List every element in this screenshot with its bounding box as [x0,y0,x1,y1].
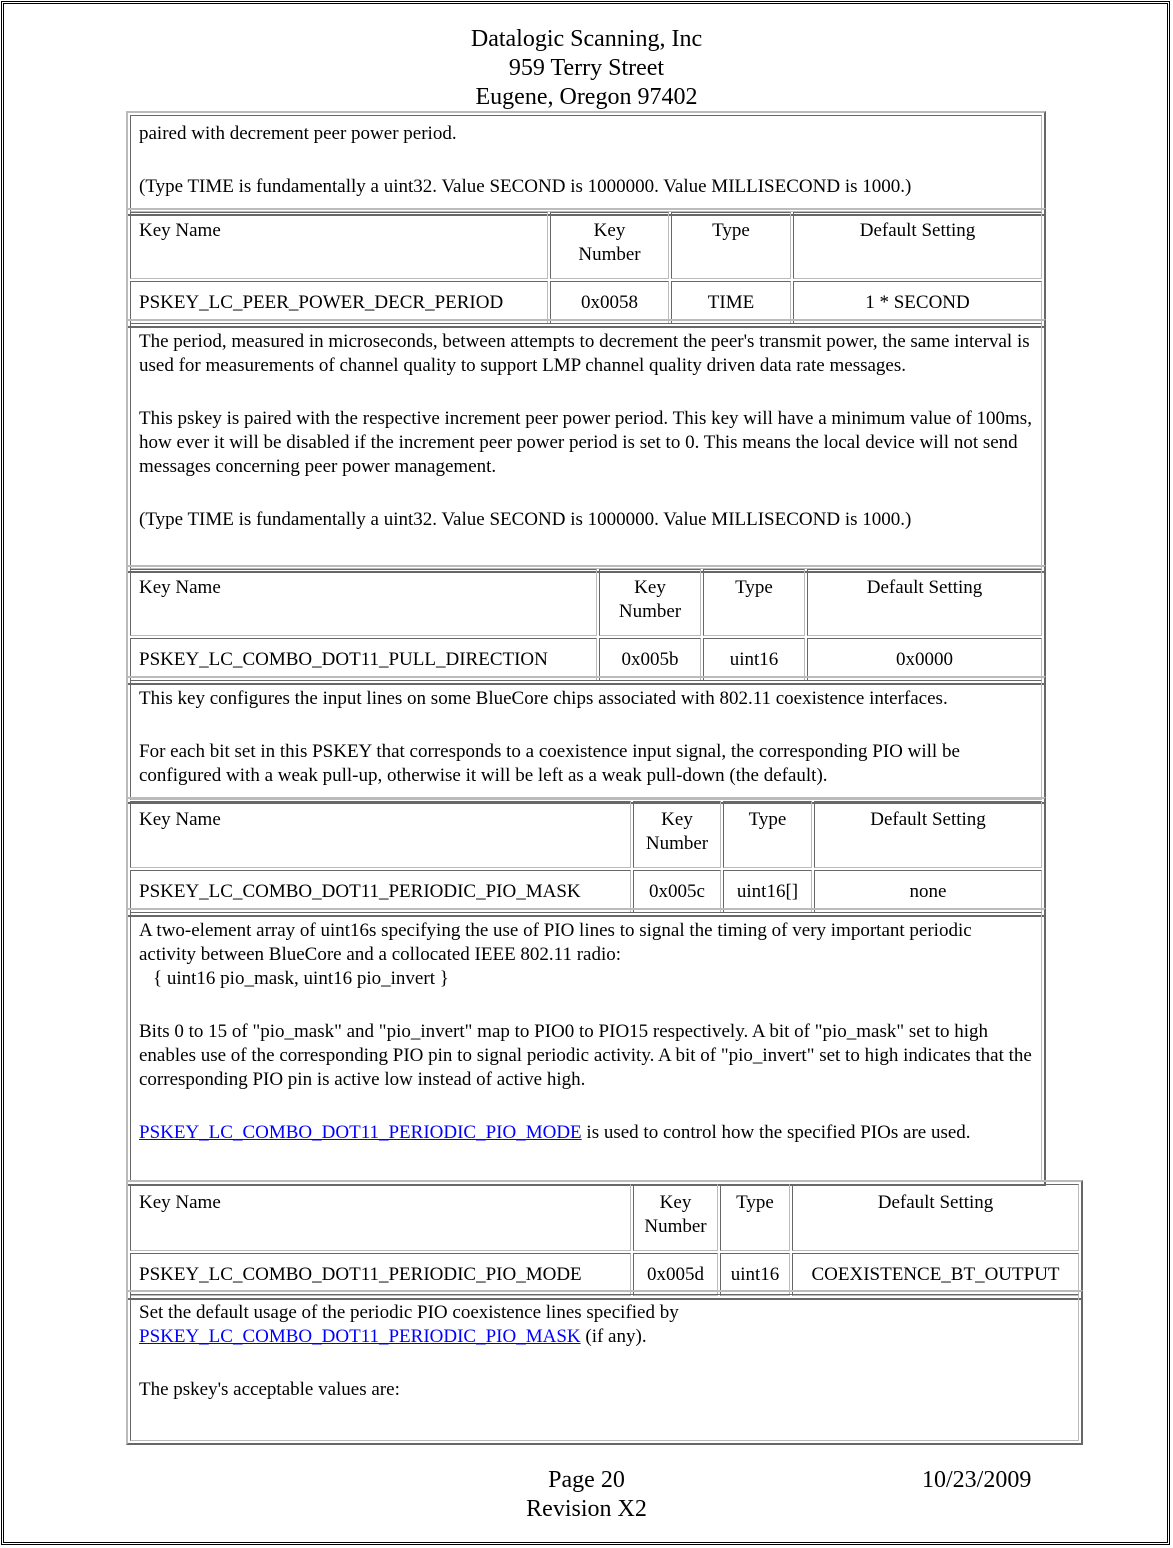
description-paragraph: (Type TIME is fundamentally a uint32. Value SECOND is 1000000. Value MILLISECOND is 1000.) [139,509,912,530]
key-name-cell: PSKEY_LC_PEER_POWER_DECR_PERIOD [130,281,548,324]
company-name: Datalogic Scanning, Inc [470,26,703,52]
pio-mode-link[interactable]: PSKEY_LC_COMBO_DOT11_PERIODIC_PIO_MODE [139,1122,582,1143]
key-type-cell: uint16 [703,638,805,681]
header-key-number: Key Number [550,212,669,279]
header-key-name: Key Name [130,569,597,636]
key-table-data-row [130,281,1042,324]
page-number: Page 20 [548,1467,625,1493]
company-city: Eugene, Oregon 97402 [475,84,698,110]
header-default-setting: Default Setting [793,212,1042,279]
key-description-table [126,908,1046,1186]
header-key-number: Key Number [599,569,701,636]
description-paragraph: PSKEY_LC_COMBO_DOT11_PERIODIC_PIO_MODE is used to control how the specified PIOs are used. [139,1122,971,1143]
header-key-name: Key Name [130,1184,631,1251]
key-table [126,1180,1083,1300]
key-description-cell [130,1294,1079,1441]
key-name-cell: PSKEY_LC_COMBO_DOT11_PULL_DIRECTION [130,638,597,681]
key-number-cell: 0x0058 [550,281,669,324]
description-paragraph: For each bit set in this PSKEY that corresponds to a coexistence input signal, the corresponding PIO will be configured with a weak pull-up, otherwise it will be left as a weak pull-down (the default). [139,741,960,786]
key-table [126,565,1046,685]
header-type: Type [671,212,791,279]
description-paragraph: Bits 0 to 15 of "pio_mask" and "pio_invert" map to PIO0 to PIO15 respectively. A bit of "pio_mask" set to high enables use of the corresponding PIO pin to signal periodic activity. A bit of "pio_invert" set to high indicates that the corresponding PIO pin is active low instead of active high. [139,1021,1032,1090]
key-default-cell: COEXISTENCE_BT_OUTPUT [792,1253,1079,1296]
key-default-cell: 1 * SECOND [793,281,1042,324]
key-type-cell: TIME [671,281,791,324]
description-paragraph: This pskey is paired with the respective increment peer power period. This key will have a minimum value of 100ms, how ever it will be disabled if the increment peer power period is set to 0. This means the local device will not send messages concerning peer power management. [139,408,1032,477]
intro-paragraph-2: (Type TIME is fundamentally a uint32. Value SECOND is 1000000. Value MILLISECOND is 1000.) [139,176,912,197]
description-paragraph: The pskey's acceptable values are: [139,1379,400,1400]
header-type: Type [720,1184,790,1251]
key-table-header-row [130,569,1042,636]
key-description-table [126,1290,1083,1445]
key-table-data-row [130,870,1042,913]
intro-paragraph-1: paired with decrement peer power period. [139,123,457,144]
key-type-cell: uint16[] [723,870,812,913]
key-number-cell: 0x005d [633,1253,718,1296]
key-name-cell: PSKEY_LC_COMBO_DOT11_PERIODIC_PIO_MASK [130,870,631,913]
key-table [126,208,1046,328]
revision: Revision X2 [526,1496,647,1522]
key-description-cell [130,323,1042,569]
key-default-cell: 0x0000 [807,638,1042,681]
struct-definition: { uint16 pio_mask, uint16 pio_invert } [153,968,449,989]
header-type: Type [723,801,812,868]
document-header [0,25,1173,112]
key-number-cell: 0x005c [633,870,721,913]
intro-description-cell [130,115,1042,212]
header-key-number: Key Number [633,1184,718,1251]
header-type: Type [703,569,805,636]
key-table-header-row [130,212,1042,279]
key-table [126,797,1046,917]
key-name-cell: PSKEY_LC_COMBO_DOT11_PERIODIC_PIO_MODE [130,1253,631,1296]
footer-date: 10/23/2009 [922,1467,1032,1493]
key-table-header-row [130,801,1042,868]
pio-mask-link[interactable]: PSKEY_LC_COMBO_DOT11_PERIODIC_PIO_MASK [139,1326,581,1347]
key-number-cell: 0x005b [599,638,701,681]
header-default-setting: Default Setting [807,569,1042,636]
description-paragraph: This key configures the input lines on some BlueCore chips associated with 802.11 coexistence interfaces. [139,688,948,709]
intro-description-table [126,111,1046,216]
description-paragraph: A two-element array of uint16s specifying the use of PIO lines to signal the timing of very important periodic activity between BlueCore and a collocated IEEE 802.11 radio: { uint16 pio_mask, uint16 pio_invert } [139,920,972,989]
key-table-data-row [130,638,1042,681]
header-default-setting: Default Setting [792,1184,1079,1251]
header-key-name: Key Name [130,801,631,868]
description-paragraph: The period, measured in microseconds, between attempts to decrement the peer's transmit power, the same interval is used for measurements of channel quality to support LMP channel quality driven data rate messages. [139,331,1030,376]
key-description-cell [130,912,1042,1182]
key-description-table [126,319,1046,573]
header-key-number: Key Number [633,801,721,868]
key-table-header-row [130,1184,1079,1251]
key-type-cell: uint16 [720,1253,790,1296]
company-street: 959 Terry Street [508,55,665,81]
header-key-name: Key Name [130,212,548,279]
key-description-table [126,676,1046,804]
header-default-setting: Default Setting [814,801,1042,868]
key-default-cell: none [814,870,1042,913]
description-paragraph: Set the default usage of the periodic PIO coexistence lines specified by PSKEY_LC_COMBO_DOT11_PERIODIC_PIO_MASK (if any). [139,1302,679,1347]
key-description-cell [130,680,1042,800]
